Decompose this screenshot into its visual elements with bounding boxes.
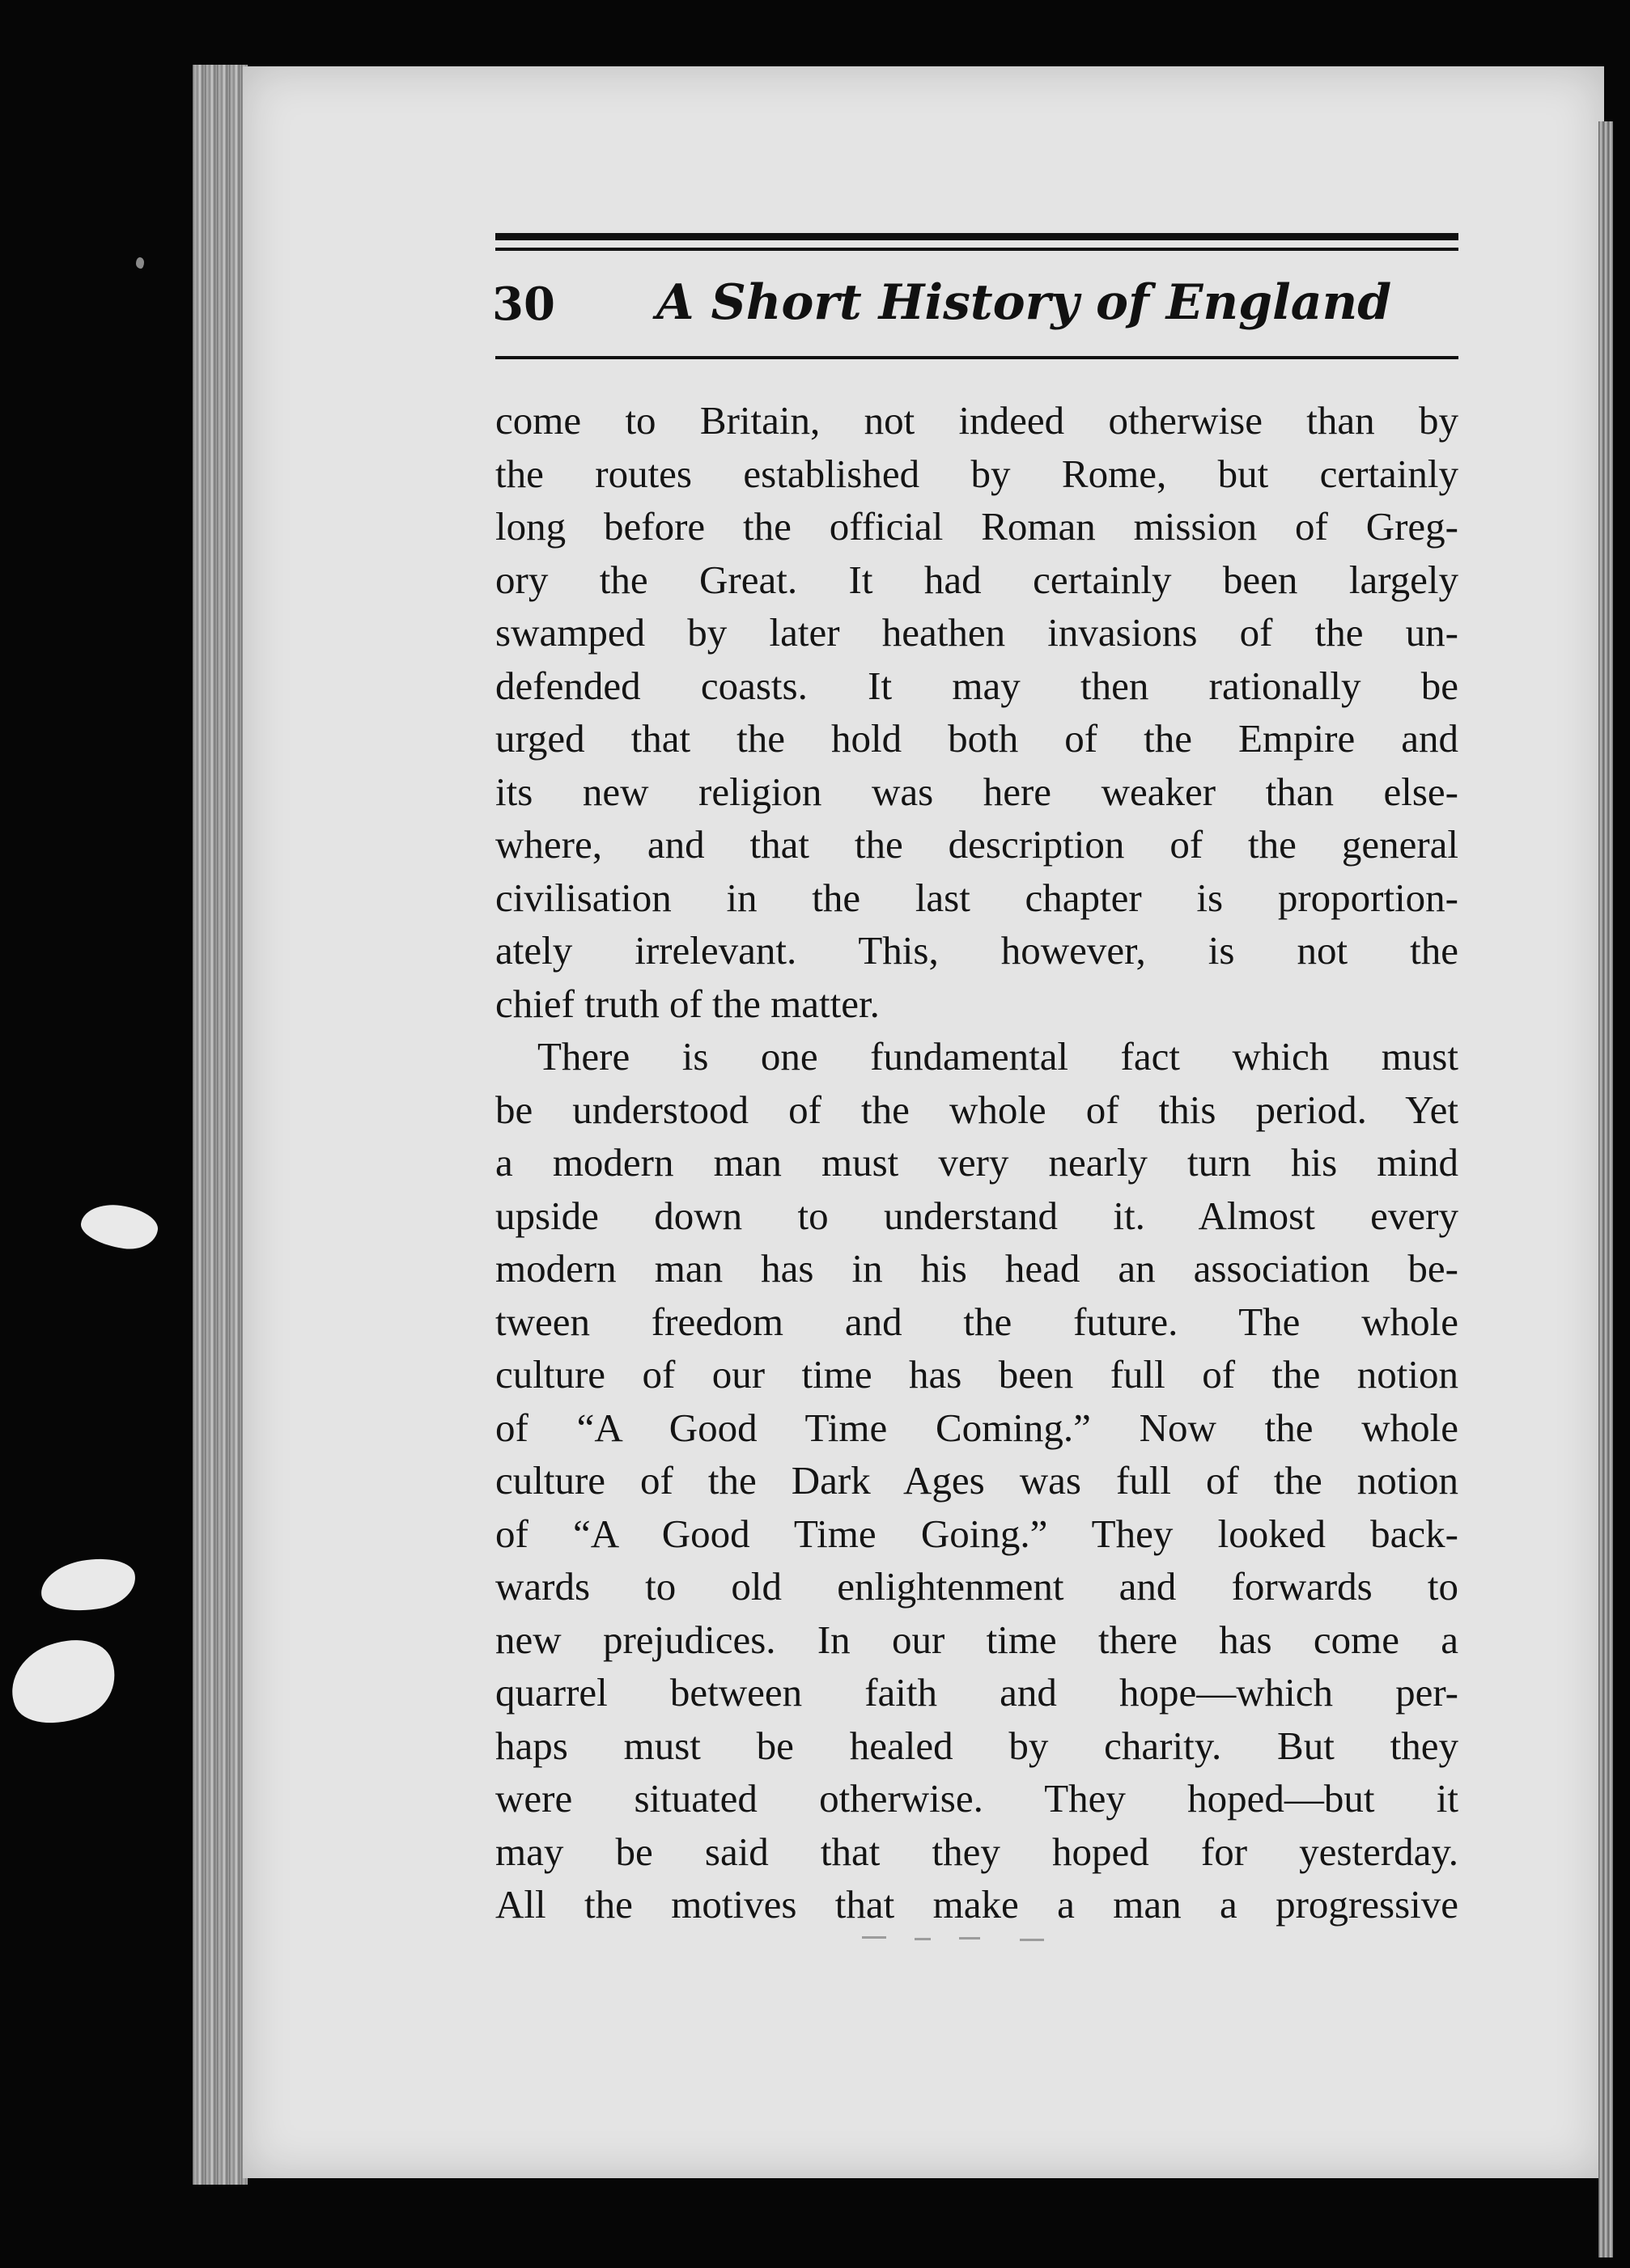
- print-speck: [915, 1938, 931, 1940]
- print-speck: [1020, 1939, 1044, 1941]
- text-line: a modern man must very nearly turn his mind: [495, 1140, 1458, 1185]
- text-line: its new religion was here weaker than else-: [495, 769, 1458, 814]
- text-line: tween freedom and the future. The whole: [495, 1299, 1458, 1344]
- print-speck: [862, 1936, 886, 1939]
- paragraph-1: [495, 394, 1458, 1030]
- text-line: new prejudices. In our time there has come a: [495, 1617, 1458, 1662]
- text-line: swamped by later heathen invasions of the un-: [495, 610, 1458, 655]
- text-line: modern man has in his head an association be-: [495, 1246, 1458, 1291]
- text-line: urged that the hold both of the Empire and: [495, 716, 1458, 761]
- page-edge: [1598, 121, 1613, 2257]
- paragraph-2: [495, 1030, 1458, 1931]
- text-line: chief truth of the matter.: [495, 981, 880, 1026]
- dust-speck: [136, 257, 144, 269]
- text-line: upside down to understand it. Almost every: [495, 1193, 1458, 1238]
- text-line: long before the official Roman mission of Greg-: [495, 504, 1458, 549]
- text-line: were situated otherwise. They hoped—but it: [495, 1776, 1458, 1821]
- text-line: quarrel between faith and hope—which per-: [495, 1670, 1458, 1715]
- text-line: All the motives that make a man a progressive: [495, 1882, 1458, 1927]
- text-line: ory the Great. It had certainly been largely: [495, 557, 1458, 602]
- text-line: the routes established by Rome, but certainly: [495, 451, 1458, 496]
- text-line: ately irrelevant. This, however, is not the: [495, 928, 1458, 973]
- page-number: 30: [492, 278, 555, 331]
- running-title: A Short History of England: [656, 274, 1392, 331]
- paper-fragment: [37, 1552, 140, 1618]
- print-speck: [959, 1937, 980, 1939]
- text-line: where, and that the description of the general: [495, 822, 1458, 867]
- body-text: [495, 394, 1458, 1931]
- text-line: of “A Good Time Coming.” Now the whole: [495, 1405, 1458, 1450]
- text-line: There is one fundamental fact which must: [537, 1034, 1458, 1079]
- text-line: may be said that they hoped for yesterday.: [495, 1829, 1458, 1874]
- text-line: haps must be healed by charity. But they: [495, 1723, 1458, 1768]
- running-head: [492, 263, 1463, 348]
- text-line: civilisation in the last chapter is proportion-: [495, 875, 1458, 920]
- book-gutter: [193, 65, 248, 2185]
- text-line: defended coasts. It may then rationally be: [495, 663, 1458, 708]
- header-rule-thin: [495, 248, 1458, 251]
- header-rule-thick: [495, 233, 1458, 240]
- text-line: of “A Good Time Going.” They looked back-: [495, 1511, 1458, 1556]
- paper-fragment: [0, 1626, 128, 1739]
- paper-fragment: [79, 1201, 160, 1253]
- text-line: culture of our time has been full of the notion: [495, 1352, 1458, 1397]
- text-line: wards to old enlightenment and forwards to: [495, 1564, 1458, 1609]
- header-rule-bottom: [495, 356, 1458, 359]
- text-line: come to Britain, not indeed otherwise than by: [495, 398, 1458, 443]
- text-line: be understood of the whole of this period. Yet: [495, 1087, 1458, 1132]
- text-line: culture of the Dark Ages was full of the notion: [495, 1458, 1458, 1503]
